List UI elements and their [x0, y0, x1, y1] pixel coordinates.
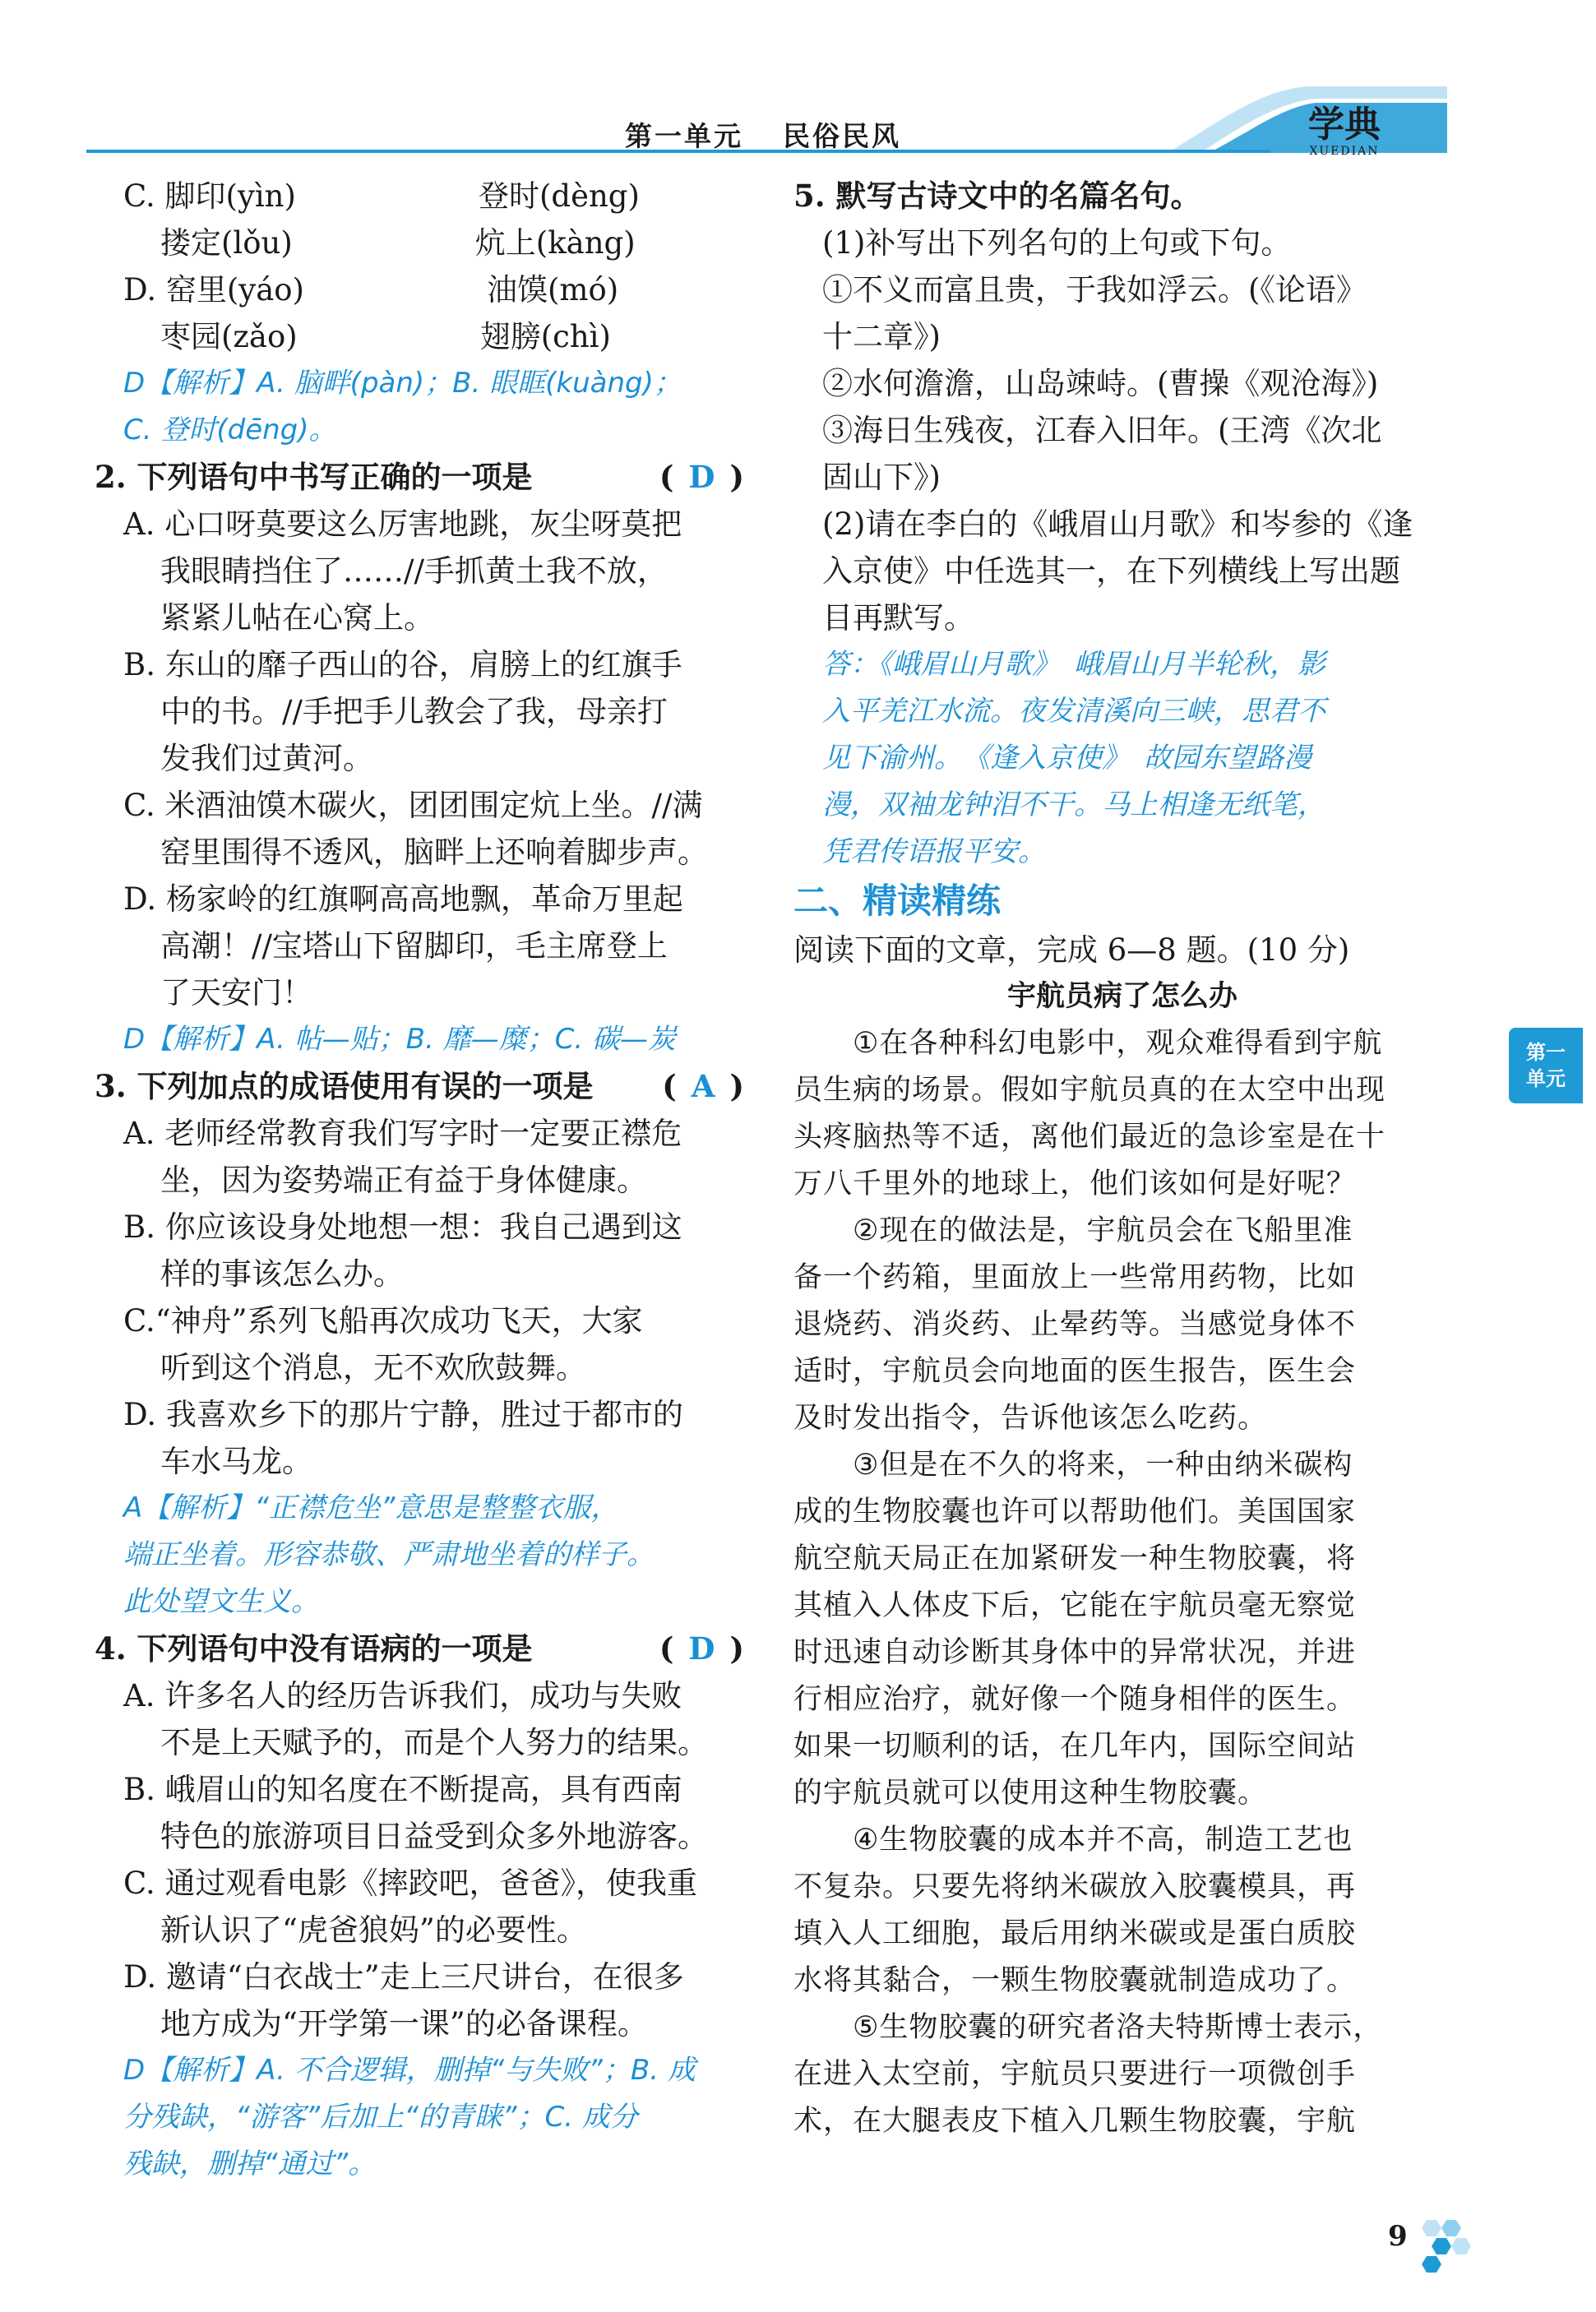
- line-text: ②现在的做法是，宇航员会在飞船里准: [793, 1214, 1353, 1247]
- text-line: [95, 1672, 744, 1719]
- answer-line: [95, 360, 744, 407]
- line-text: ⑤生物胶囊的研究者洛夫特斯博士表示，: [793, 2011, 1383, 2044]
- line-text: 枣园(zǎo) 翅膀(chì): [160, 319, 611, 354]
- line-text: 入平羌江水流。夜发清溪向三峡，思君不: [822, 695, 1325, 728]
- answer-line: [95, 1532, 744, 1579]
- line-text: 万八千里外的地球上，他们该如何是好呢？: [793, 1168, 1357, 1200]
- line-text: ③海日生残夜，江春入旧年。(王湾《次北: [822, 413, 1382, 448]
- text-line: [793, 1161, 1451, 1208]
- line-text: 退烧药、消炎药、止晕药等。当感觉身体不: [793, 1308, 1357, 1341]
- line-text: 其植入人体皮下后，它能在宇航员毫无察觉: [793, 1589, 1357, 1622]
- text-line: [95, 2000, 744, 2047]
- line-text: 十二章》): [822, 319, 941, 354]
- line-text: C. 登时(dēng)。: [123, 414, 337, 446]
- line-text: 阅读下面的文章，完成 6—8 题。(10 分): [793, 932, 1350, 968]
- text-line: [95, 641, 744, 688]
- line-text: B. 你应该设身处地想一想：我自己遇到这: [123, 1209, 682, 1245]
- header-unit: 第一单元: [625, 120, 743, 152]
- text-line: [793, 454, 1451, 501]
- line-text: (1)补写出下列名句的上句或下句。: [822, 225, 1292, 261]
- answer-bracket: ( A ): [662, 1068, 744, 1104]
- text-line: [793, 360, 1451, 407]
- hexagon-decoration: [1410, 2212, 1484, 2286]
- line-text: 不是上天赋予的，而是个人努力的结果。: [160, 1725, 708, 1760]
- text-line: [793, 1630, 1451, 1676]
- text-line: [793, 407, 1451, 454]
- text-line: [793, 1817, 1451, 1864]
- line-text: 紧紧儿帖在心窝上。: [160, 600, 434, 636]
- text-line: [95, 1063, 744, 1110]
- answer-line: [95, 1016, 744, 1063]
- line-text: ①在各种科幻电影中，观众难得看到宇航: [793, 1027, 1383, 1060]
- line-text: 漫，双袖龙钟泪不干。马上相逢无纸笔，: [822, 788, 1325, 821]
- line-text: 固山下》): [822, 460, 941, 495]
- text-line: [793, 220, 1451, 266]
- line-text: 搂定(lǒu) 炕上(kàng): [160, 225, 636, 261]
- text-line: [793, 927, 1451, 973]
- line-text: 宇航员病了怎么办: [1006, 980, 1237, 1013]
- line-text: 不复杂。只要先将纳米碳放入胶囊模具，再: [793, 1870, 1357, 1903]
- answer-bracket: ( D ): [659, 1630, 744, 1667]
- line-text: B. 东山的靡子西山的谷，肩膀上的红旗手: [123, 647, 682, 682]
- answer-line: [793, 829, 1451, 876]
- line-text: ③但是在不久的将来，一种由纳米碳构: [793, 1449, 1353, 1482]
- text-line: [95, 876, 744, 922]
- line-text: (2)请在李白的《峨眉山月歌》和岑参的《逢: [822, 506, 1413, 542]
- text-line: [793, 1020, 1451, 1067]
- unit-side-tab: [1509, 1028, 1583, 1103]
- answer-line: [95, 2047, 744, 2094]
- answer-line: [95, 407, 744, 454]
- page-header: [0, 0, 1596, 164]
- line-text: 成的生物胶囊也许可以帮助他们。美国国家: [793, 1496, 1357, 1528]
- line-text: 备一个药箱，里面放上一些常用药物，比如: [793, 1261, 1357, 1294]
- line-text: 特色的旅游项目日益受到众多外地游客。: [160, 1819, 708, 1854]
- text-line: [793, 266, 1451, 313]
- text-line: [793, 501, 1451, 548]
- line-text: 坐，因为姿势端正有益于身体健康。: [160, 1163, 647, 1198]
- line-text: 我眼睛挡住了……//手抓黄土我不放，: [160, 553, 668, 589]
- text-line: [95, 1907, 744, 1954]
- line-text: 头疼脑热等不适，离他们最近的急诊室是在十: [793, 1121, 1386, 1154]
- line-text: 残缺，删掉“通过”。: [123, 2148, 377, 2180]
- answer-choice: A: [691, 1068, 715, 1104]
- line-text: D. 窑里(yáo) 油馍(mó): [123, 272, 619, 307]
- text-line: [95, 1766, 744, 1813]
- text-line: [95, 782, 744, 829]
- page-number: 9: [1388, 2220, 1408, 2253]
- answer-line: [793, 735, 1451, 782]
- text-line: [793, 1395, 1451, 1442]
- text-line: [793, 1676, 1451, 1723]
- line-text: 3. 下列加点的成语使用有误的一项是: [95, 1068, 594, 1104]
- text-line: [95, 829, 744, 876]
- text-line: [95, 735, 744, 782]
- answer-bracket: ( D ): [659, 459, 744, 495]
- text-line: [793, 1255, 1451, 1302]
- text-line: [95, 1860, 744, 1907]
- text-line: [95, 220, 744, 266]
- header-theme: 民俗民风: [783, 120, 901, 152]
- line-text: 发我们过黄河。: [160, 741, 373, 776]
- text-line: [95, 1251, 744, 1297]
- line-text: 水将其黏合，一颗生物胶囊就制造成功了。: [793, 1964, 1357, 1997]
- line-text: 地方成为“开学第一课”的必备课程。: [160, 2006, 648, 2041]
- text-line: [95, 1813, 744, 1860]
- section-heading: [793, 876, 1451, 927]
- line-text: D【解析】A. 不合逻辑，删掉“与失败”；B. 成: [123, 2054, 696, 2087]
- text-line: [793, 1583, 1451, 1630]
- line-text: 术，在大腿表皮下植入几颗生物胶囊，宇航: [793, 2105, 1357, 2138]
- line-text: 员生病的场景。假如宇航员真的在太空中出现: [793, 1074, 1386, 1107]
- line-text: ②水何澹澹，山岛竦峙。(曹操《观沧海》): [822, 366, 1379, 401]
- line-text: 入京使》中任选其一，在下列横线上写出题: [822, 553, 1400, 589]
- answer-choice: D: [688, 1630, 715, 1667]
- text-line: [95, 454, 744, 501]
- line-text: A. 许多名人的经历告诉我们，成功与失败: [123, 1678, 682, 1713]
- line-text: 凭君传语报平安。: [822, 835, 1046, 868]
- line-text: A. 老师经常教育我们写字时一定要正襟危: [123, 1116, 682, 1151]
- text-line: [793, 1536, 1451, 1583]
- line-text: D. 我喜欢乡下的那片宁静，胜过于都市的: [123, 1397, 683, 1432]
- line-text: D. 邀请“白衣战士”走上三尺讲台，在很多: [123, 1959, 684, 1995]
- text-line: [95, 1297, 744, 1344]
- line-text: 在进入太空前，宇航员只要进行一项微创手: [793, 2058, 1357, 2091]
- text-line: [793, 1489, 1451, 1536]
- line-text: D【解析】A. 脑畔(pàn)；B. 眼眶(kuàng)；: [123, 367, 682, 400]
- line-text: 行相应治疗，就好像一个随身相伴的医生。: [793, 1683, 1357, 1716]
- line-text: 见下渝州。 《逢入京使》 故园东望路漫: [822, 742, 1311, 775]
- line-text: 样的事该怎么办。: [160, 1256, 404, 1292]
- text-line: [793, 1067, 1451, 1114]
- xuedian-logo: [1295, 105, 1394, 164]
- text-line: [95, 266, 744, 313]
- line-text: 窑里围得不透风，脑畔上还响着脚步声。: [160, 835, 708, 870]
- answer-line: [793, 782, 1451, 829]
- line-text: 适时，宇航员会向地面的医生报告，医生会: [793, 1355, 1357, 1388]
- answer-line: [95, 2094, 744, 2141]
- text-line: [95, 1438, 744, 1485]
- answer-line: [95, 1579, 744, 1625]
- text-line: [793, 1114, 1451, 1161]
- line-text: C. 米酒油馍木碳火，团团围定炕上坐。//满: [123, 788, 703, 823]
- answer-line: [793, 641, 1451, 688]
- line-text: B. 峨眉山的知名度在不断提高，具有西南: [123, 1772, 682, 1807]
- text-line: [793, 548, 1451, 594]
- line-text: C.“神舟”系列飞船再次成功飞天，大家: [123, 1303, 643, 1339]
- text-line: [95, 313, 744, 360]
- answer-line: [95, 1485, 744, 1532]
- logo-sub-text: XUEDIAN: [1309, 145, 1380, 158]
- line-text: 填入人工细胞，最后用纳米碳或是蛋白质胶: [793, 1917, 1357, 1950]
- text-line: [95, 594, 744, 641]
- line-text: A【解析】“正襟危坐”意思是整整衣服，: [123, 1491, 619, 1524]
- text-line: [95, 1625, 744, 1672]
- text-line: [793, 2005, 1451, 2051]
- line-text: 及时发出指令，告诉他该怎么吃药。: [793, 1402, 1268, 1435]
- text-line: [95, 1110, 744, 1157]
- text-line: [793, 2051, 1451, 2098]
- text-line: [793, 1723, 1451, 1770]
- side-tab-line-2: 单元: [1526, 1067, 1566, 1090]
- text-line: [95, 922, 744, 969]
- line-text: A. 心口呀莫要这么厉害地跳，灰尘呀莫把: [123, 506, 682, 542]
- side-tab-line-1: 第一: [1526, 1041, 1566, 1064]
- header-title: [625, 115, 901, 154]
- line-text: 目再默写。: [822, 600, 974, 636]
- text-line: [793, 173, 1451, 220]
- line-text: 时迅速自动诊断其身体中的异常状况，并进: [793, 1636, 1357, 1669]
- answer-choice: D: [688, 459, 715, 495]
- text-line: [793, 1302, 1451, 1348]
- line-text: 2. 下列语句中书写正确的一项是: [95, 459, 533, 495]
- answer-line: [95, 2141, 744, 2188]
- text-line: [95, 1391, 744, 1438]
- line-text: C. 脚印(yìn) 登时(dèng): [123, 178, 640, 214]
- line-text: 中的书。//手把手儿教会了我，母亲打: [160, 694, 668, 729]
- line-text: D【解析】A. 帖—贴；B. 靡—糜；C. 碳—炭: [123, 1023, 676, 1056]
- line-text: 此处望文生义。: [123, 1585, 319, 1618]
- text-line: [793, 1911, 1451, 1958]
- line-text: 了天安门！: [160, 975, 312, 1010]
- line-text: 高潮！//宝塔山下留脚印，毛主席登上: [160, 928, 668, 964]
- line-text: 二、精读精练: [793, 881, 1002, 921]
- text-line: [793, 1958, 1451, 2005]
- line-text: 端正坐着。形容恭敬、严肃地坐着的样子。: [123, 1538, 655, 1571]
- line-text: ①不义而富且贵，于我如浮云。(《论语》: [822, 272, 1367, 307]
- text-line: [95, 173, 744, 220]
- left-column: [95, 173, 744, 2188]
- text-line: [95, 1954, 744, 2000]
- text-line: [793, 594, 1451, 641]
- text-line: [793, 1348, 1451, 1395]
- text-line: [95, 1204, 744, 1251]
- text-line: [793, 1442, 1451, 1489]
- line-text: C. 通过观看电影《摔跤吧，爸爸》，使我重: [123, 1866, 698, 1901]
- line-text: 的宇航员就可以使用这种生物胶囊。: [793, 1777, 1268, 1810]
- text-line: [95, 501, 744, 548]
- answer-line: [793, 688, 1451, 735]
- line-text: 如果一切顺利的话，在几年内，国际空间站: [793, 1730, 1357, 1763]
- line-text: 新认识了“虎爸狼妈”的必要性。: [160, 1912, 587, 1948]
- line-text: 车水马龙。: [160, 1444, 312, 1479]
- text-line: [95, 969, 744, 1016]
- line-text: 航空航天局正在加紧研发一种生物胶囊，将: [793, 1542, 1357, 1575]
- line-text: 5. 默写古诗文中的名篇名句。: [793, 178, 1201, 214]
- line-text: 听到这个消息，无不欢欣鼓舞。: [160, 1350, 586, 1385]
- right-column: [793, 173, 1451, 2145]
- line-text: D. 杨家岭的红旗啊高高地飘，革命万里起: [123, 881, 683, 917]
- text-line: [793, 1208, 1451, 1255]
- text-line: [95, 688, 744, 735]
- text-line: [793, 1770, 1451, 1817]
- text-line: [95, 1157, 744, 1204]
- logo-main-text: 学典: [1308, 104, 1381, 146]
- line-text: 分残缺，“游客”后加上“的青睐”；C. 成分: [123, 2101, 638, 2134]
- text-line: [793, 1864, 1451, 1911]
- text-line: [95, 548, 744, 594]
- article-title: [793, 973, 1451, 1020]
- text-line: [793, 313, 1451, 360]
- text-line: [95, 1344, 744, 1391]
- text-line: [793, 2098, 1451, 2145]
- line-text: 4. 下列语句中没有语病的一项是: [95, 1630, 533, 1667]
- text-line: [95, 1719, 744, 1766]
- line-text: ④生物胶囊的成本并不高，制造工艺也: [793, 1824, 1353, 1857]
- line-text: 答：《峨眉山月歌》 峨眉山月半轮秋，影: [822, 648, 1325, 681]
